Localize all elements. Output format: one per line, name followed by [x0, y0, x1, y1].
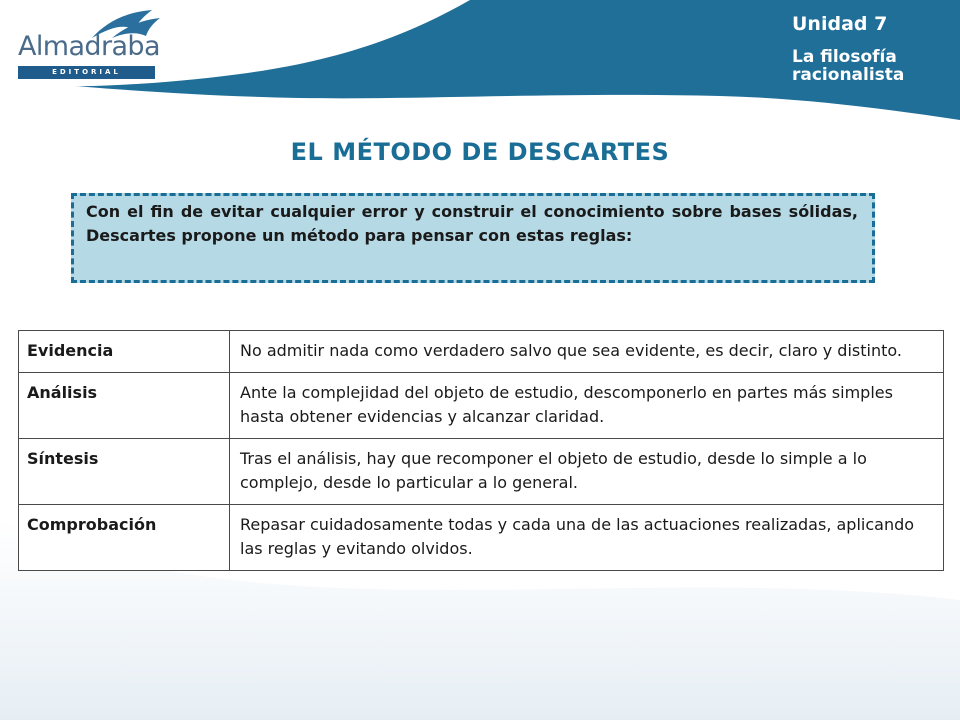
rule-term: Comprobación [19, 505, 230, 571]
unit-title: Unidad 7 [792, 13, 888, 35]
page-title: EL MÉTODO DE DESCARTES [290, 138, 670, 166]
rule-term: Análisis [19, 373, 230, 439]
rule-term: Evidencia [19, 331, 230, 373]
rules-table [18, 330, 944, 571]
logo-name: Almadraba [18, 31, 160, 62]
logo-imprint: EDITORIAL [18, 66, 155, 79]
rule-description: No admitir nada como verdadero salvo que sea evidente, es decir, claro y distinto. [230, 331, 944, 373]
rule-description: Tras el análisis, hay que recomponer el objeto de estudio, desde lo simple a lo complejo, desde lo particular a lo general. [230, 439, 944, 505]
table-row [19, 331, 944, 373]
rule-description: Repasar cuidadosamente todas y cada una de las actuaciones realizadas, aplicando las reglas y evitando olvidos. [230, 505, 944, 571]
table-row [19, 505, 944, 571]
table-row [19, 373, 944, 439]
unit-topic: La filosofía racionalista [792, 47, 905, 85]
intro-box: Con el fin de evitar cualquier error y construir el conocimiento sobre bases sólidas, Descartes propone un método para pensar con estas reglas: [71, 193, 875, 283]
rule-term: Síntesis [19, 439, 230, 505]
table-row [19, 439, 944, 505]
rule-description: Ante la complejidad del objeto de estudio, descomponerlo en partes más simples hasta obtener evidencias y alcanzar claridad. [230, 373, 944, 439]
publisher-logo [18, 8, 163, 74]
